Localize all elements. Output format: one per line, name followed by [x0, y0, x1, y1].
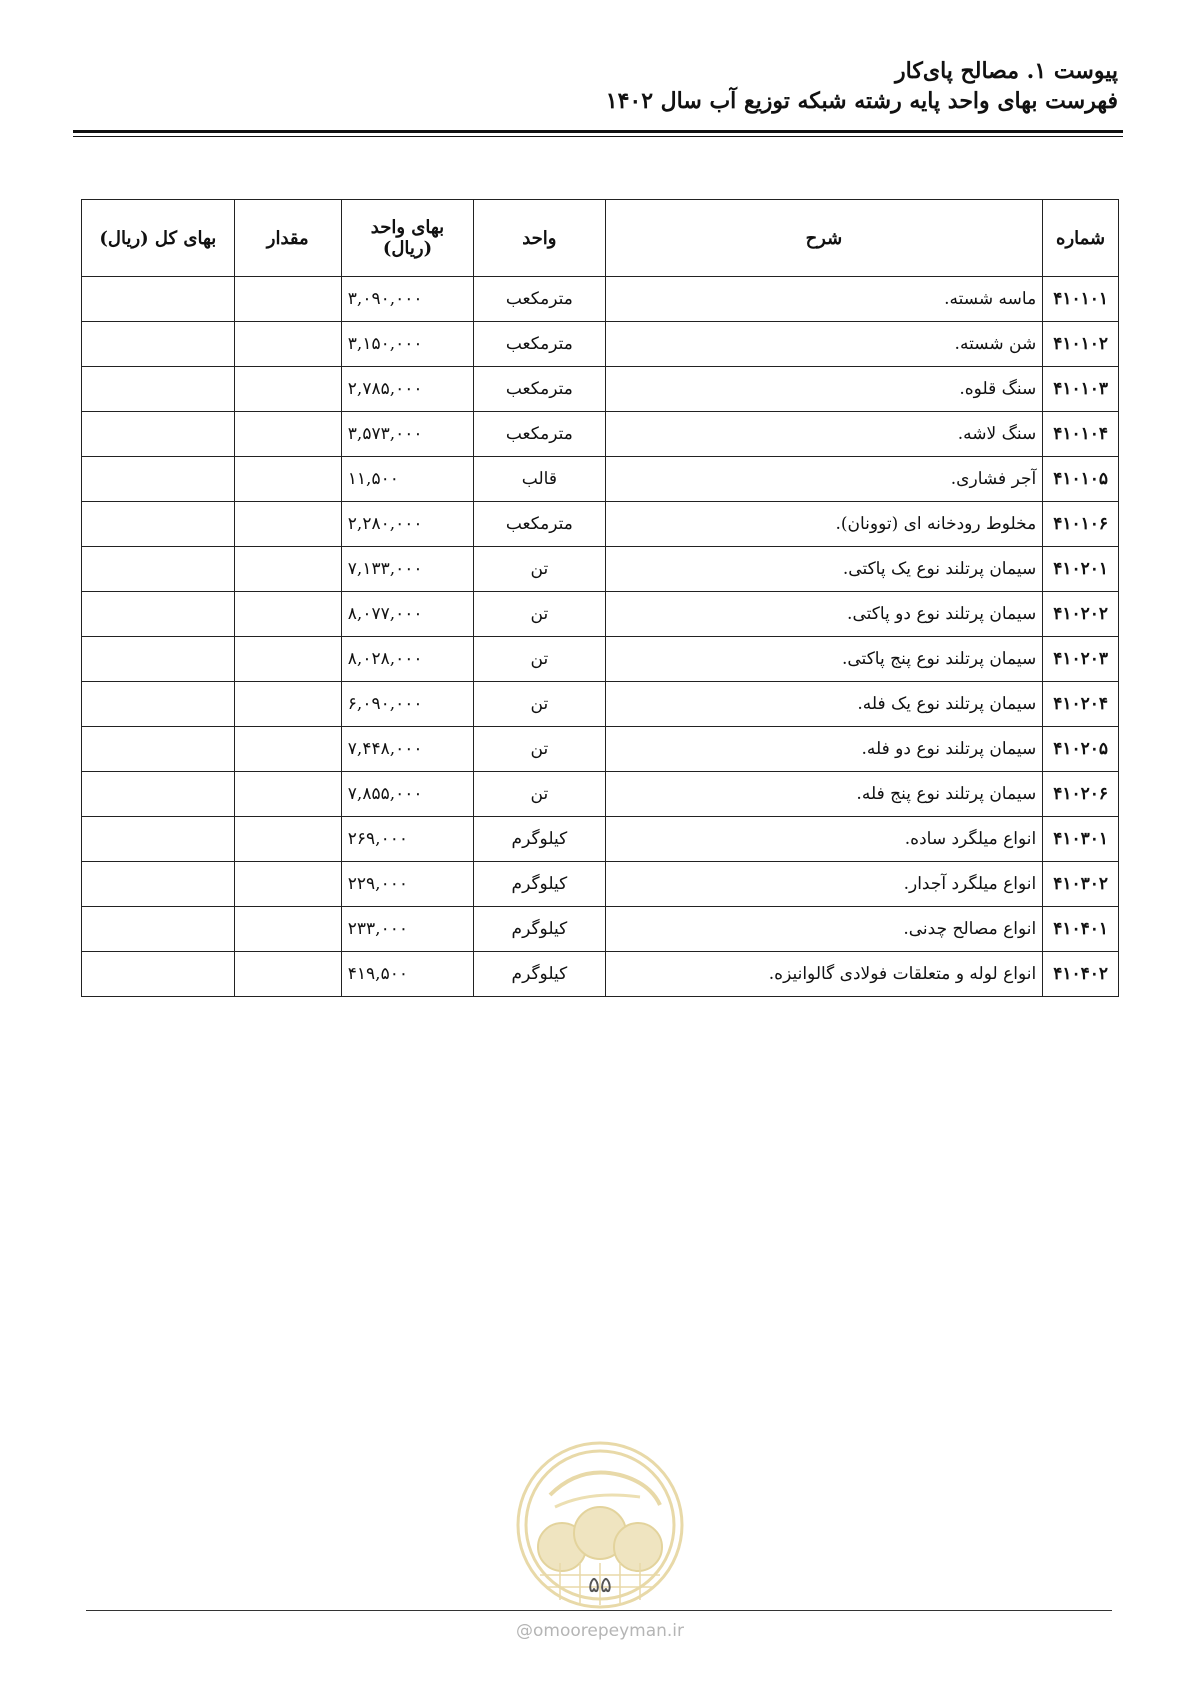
header-total-price: بهای کل (ریال): [82, 200, 235, 277]
row-quantity: [234, 682, 341, 727]
row-description: سیمان پرتلند نوع دو پاکتی.: [605, 592, 1043, 637]
row-number: ۴۱۰۲۰۲: [1043, 592, 1119, 637]
row-unit: قالب: [474, 457, 605, 502]
row-number: ۴۱۰۲۰۳: [1043, 637, 1119, 682]
table-row: [82, 367, 1119, 412]
row-quantity: [234, 592, 341, 637]
row-unit: کیلوگرم: [474, 907, 605, 952]
row-total-price: [82, 952, 235, 997]
row-description: سیمان پرتلند نوع دو فله.: [605, 727, 1043, 772]
table-row: [82, 457, 1119, 502]
row-unit: تن: [474, 547, 605, 592]
header-rule-thin: [73, 136, 1123, 137]
row-quantity: [234, 367, 341, 412]
row-quantity: [234, 322, 341, 367]
row-number: ۴۱۰۱۰۲: [1043, 322, 1119, 367]
header-number: شماره: [1043, 200, 1119, 277]
header-rule-thick: [73, 130, 1123, 133]
row-unit: کیلوگرم: [474, 817, 605, 862]
table-row: [82, 277, 1119, 322]
row-unit-price: [341, 862, 473, 907]
row-unit: مترمکعب: [474, 322, 605, 367]
row-number: ۴۱۰۱۰۵: [1043, 457, 1119, 502]
row-unit-price: [341, 952, 473, 997]
row-number: ۴۱۰۱۰۶: [1043, 502, 1119, 547]
table-row: [82, 817, 1119, 862]
table-row: [82, 547, 1119, 592]
row-total-price: [82, 367, 235, 412]
header-unit-price-currency: (ریال): [382, 238, 433, 259]
row-number: ۴۱۰۱۰۴: [1043, 412, 1119, 457]
row-number: ۴۱۰۲۰۶: [1043, 772, 1119, 817]
row-total-price: [82, 412, 235, 457]
row-number: ۴۱۰۴۰۲: [1043, 952, 1119, 997]
table-row: [82, 592, 1119, 637]
row-number: ۴۱۰۳۰۱: [1043, 817, 1119, 862]
row-unit: تن: [474, 772, 605, 817]
row-unit-price: [341, 637, 473, 682]
header-unit: واحد: [474, 200, 605, 277]
row-total-price: [82, 502, 235, 547]
row-total-price: [82, 592, 235, 637]
row-quantity: [234, 547, 341, 592]
row-unit-price-value: ۳,۰۹۰,۰۰۰: [347, 289, 423, 309]
header-description: شرح: [605, 200, 1043, 277]
row-quantity: [234, 412, 341, 457]
row-unit-price-value: ۸,۰۲۸,۰۰۰: [347, 649, 423, 669]
row-description: سنگ لاشه.: [605, 412, 1043, 457]
row-description: انواع لوله و متعلقات فولادی گالوانیزه.: [605, 952, 1043, 997]
row-description: انواع میلگرد آجدار.: [605, 862, 1043, 907]
row-total-price: [82, 727, 235, 772]
row-unit-price-value: ۱۱,۵۰۰: [347, 469, 399, 489]
row-unit-price: [341, 322, 473, 367]
header-unit-price: [341, 200, 473, 277]
header-quantity: مقدار: [234, 200, 341, 277]
row-unit-price-value: ۲۲۹,۰۰۰: [347, 874, 408, 894]
row-unit: مترمکعب: [474, 502, 605, 547]
table-row: [82, 412, 1119, 457]
row-unit-price-value: ۲۶۹,۰۰۰: [347, 829, 408, 849]
row-quantity: [234, 637, 341, 682]
row-unit-price: [341, 907, 473, 952]
row-number: ۴۱۰۴۰۱: [1043, 907, 1119, 952]
row-unit-price-value: ۲۳۳,۰۰۰: [347, 919, 408, 939]
row-description: ماسه شسته.: [605, 277, 1043, 322]
row-description: آجر فشاری.: [605, 457, 1043, 502]
row-number: ۴۱۰۱۰۳: [1043, 367, 1119, 412]
row-unit-price: [341, 502, 473, 547]
row-unit-price: [341, 592, 473, 637]
row-unit-price-value: ۳,۵۷۳,۰۰۰: [347, 424, 423, 444]
row-number: ۴۱۰۱۰۱: [1043, 277, 1119, 322]
row-description: سیمان پرتلند نوع یک پاکتی.: [605, 547, 1043, 592]
row-quantity: [234, 457, 341, 502]
row-unit: مترمکعب: [474, 412, 605, 457]
row-number: ۴۱۰۳۰۲: [1043, 862, 1119, 907]
table-row: [82, 772, 1119, 817]
footer-rule: [86, 1610, 1112, 1611]
row-quantity: [234, 907, 341, 952]
row-total-price: [82, 907, 235, 952]
row-unit: مترمکعب: [474, 277, 605, 322]
row-description: مخلوط رودخانه ای (توونان).: [605, 502, 1043, 547]
row-total-price: [82, 817, 235, 862]
row-total-price: [82, 862, 235, 907]
row-unit-price-value: ۷,۱۳۳,۰۰۰: [347, 559, 423, 579]
row-unit-price: [341, 682, 473, 727]
row-total-price: [82, 637, 235, 682]
row-unit-price: [341, 547, 473, 592]
table-header-row: [82, 200, 1119, 277]
row-unit-price: [341, 727, 473, 772]
row-quantity: [234, 277, 341, 322]
row-unit: تن: [474, 682, 605, 727]
row-unit-price-value: ۷,۴۴۸,۰۰۰: [347, 739, 423, 759]
row-total-price: [82, 277, 235, 322]
row-unit: کیلوگرم: [474, 952, 605, 997]
row-quantity: [234, 502, 341, 547]
row-unit-price: [341, 412, 473, 457]
table-row: [82, 682, 1119, 727]
row-total-price: [82, 547, 235, 592]
row-number: ۴۱۰۲۰۵: [1043, 727, 1119, 772]
row-unit-price-value: ۴۱۹,۵۰۰: [347, 964, 408, 984]
row-unit-price-value: ۶,۰۹۰,۰۰۰: [347, 694, 423, 714]
row-description: سیمان پرتلند نوع پنج پاکتی.: [605, 637, 1043, 682]
row-unit-price: [341, 457, 473, 502]
table-row: [82, 322, 1119, 367]
row-unit: تن: [474, 592, 605, 637]
row-description: شن شسته.: [605, 322, 1043, 367]
row-description: انواع مصالح چدنی.: [605, 907, 1043, 952]
row-unit-price-value: ۳,۱۵۰,۰۰۰: [347, 334, 423, 354]
row-description: سنگ قلوه.: [605, 367, 1043, 412]
row-unit: کیلوگرم: [474, 862, 605, 907]
row-unit-price-value: ۲,۲۸۰,۰۰۰: [347, 514, 423, 534]
table-body: [82, 277, 1119, 997]
row-total-price: [82, 322, 235, 367]
row-description: سیمان پرتلند نوع یک فله.: [605, 682, 1043, 727]
row-unit-price-value: ۲,۷۸۵,۰۰۰: [347, 379, 423, 399]
row-total-price: [82, 682, 235, 727]
row-description: سیمان پرتلند نوع پنج فله.: [605, 772, 1043, 817]
watermark-url: @omoorepeyman.ir: [515, 1621, 685, 1641]
row-quantity: [234, 772, 341, 817]
row-number: ۴۱۰۲۰۴: [1043, 682, 1119, 727]
table-row: [82, 727, 1119, 772]
row-number: ۴۱۰۲۰۱: [1043, 547, 1119, 592]
row-quantity: [234, 952, 341, 997]
price-table: [81, 199, 1119, 997]
table-row: [82, 952, 1119, 997]
row-unit: تن: [474, 727, 605, 772]
row-quantity: [234, 862, 341, 907]
row-unit: مترمکعب: [474, 367, 605, 412]
row-unit-price-value: ۸,۰۷۷,۰۰۰: [347, 604, 423, 624]
row-unit-price: [341, 277, 473, 322]
row-unit-price: [341, 817, 473, 862]
appendix-title: پیوست ۱. مصالح پای‌کار: [895, 58, 1118, 84]
row-unit: تن: [474, 637, 605, 682]
row-unit-price: [341, 367, 473, 412]
page-header: [68, 56, 1118, 116]
row-unit-price-value: ۷,۸۵۵,۰۰۰: [347, 784, 423, 804]
row-quantity: [234, 727, 341, 772]
header-unit-price-label: بهای واحد: [370, 217, 445, 238]
row-description: انواع میلگرد ساده.: [605, 817, 1043, 862]
table-row: [82, 502, 1119, 547]
row-total-price: [82, 772, 235, 817]
row-total-price: [82, 457, 235, 502]
document-title: فهرست بهای واحد پایه رشته شبکه توزیع آب سال ۱۴۰۲: [605, 88, 1118, 114]
table-row: [82, 907, 1119, 952]
page-number: ۵۵: [588, 1573, 612, 1598]
table-row: [82, 637, 1119, 682]
row-unit-price: [341, 772, 473, 817]
table-row: [82, 862, 1119, 907]
row-quantity: [234, 817, 341, 862]
